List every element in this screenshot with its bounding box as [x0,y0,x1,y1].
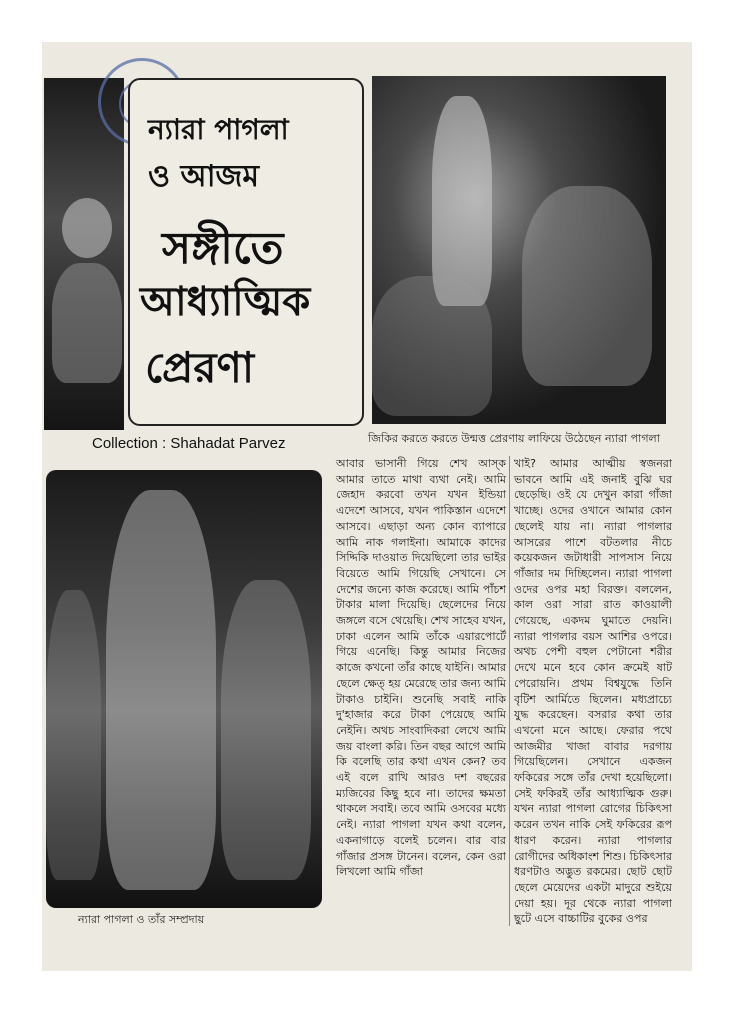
headline-line-5: প্রেরণা [145,343,255,392]
article-column-2 [514,456,672,927]
dancing-crowd-photo [372,76,666,424]
collection-credit: Collection : Shahadat Parvez [92,435,286,452]
headline-line-3: সঙ্গীতে [162,223,284,274]
article-text-2: খাই? আমার আত্মীয় স্বজনরা ভাবনে আমি এই জনাই বুঝি ঘর ছেড়েছি। ওই যে দেখুন কারা গাঁজা খাচ্ছে। ওদের ওখানে আমার কোন ছেলেই যায় না। ন্যারা পাগলার আসরের পাশে বটতলার নীচে কয়েকজন জটাধারী সাপসাস নিয়ে গাঁজার দম দিচ্ছিলেন। ন্যারা পাগলা ওদের ওপর মহা বিরক্ত। বললেন, কাল ওরা সারা রাত কাওয়ালী গেয়েছে, একদম ঘুমাতে দেয়নি। ন্যারা পাগলার বয়স আশির ওপরে। অথচ পেশী বহুল পেটানো শরীর দেখে মনে হবে কোন ক্রমেই ষাট পেরোয়নি। প্রথম বিশ্বযুদ্ধে তিনি বৃটিশ আর্মিতে ছিলেন। মধ্যপ্রাচ্যে যুদ্ধ করেছেন। বসরার কথা তার এখনো মনে আছে। ফেরার পথে আজমীর খাজা বাবার দরগায় গিয়েছিলেন। সেখানে একজন ফকিরের সঙ্গে তাঁর দেখা হয়েছিলো। সেই ফকিরই তাঁর আধ্যাত্মিক গুরু। যখন ন্যারা পাগলা রোগের চিকিৎসা করেন তখন নাকি সেই ফকিরের রূপ ধারণ করেন। ন্যারা পাগলার রোগীদের অধিকাংশ শিশু। চিকিৎসার ধরণটাও অদ্ভুত রকমের। ছোট ছোট ছেলে মেয়েদের একটা মাদুরে শুইয়ে দেয়া হয়। দূর থেকে ন্যারা পাগলা ছুটে এসে বাচ্চাটির বুকের ওপর [514,457,672,926]
headline-line-4: আধ্যাত্মিক [140,278,311,325]
procession-photo [46,470,322,908]
headline-line-2: ও আজম [148,159,260,194]
top-photo-caption: জিকির করতে করতে উন্মত্ত প্রেরণায় লাফিয়ে উঠেছেন ন্যারা পাগলা [368,432,660,445]
main-photo-caption: ন্যারা পাগলা ও তাঁর সম্প্রদায় [78,913,205,926]
article-text-1: আবার ভাসানী গিয়ে শেখ আস্‌ক আমার তাতে মাথা ব্যথা নেই। আমি জেহাদ করবো তখন যখন ইন্ডিয়া এদেশে আসবে, যখন পাকিস্তান এদেশে আসবে। এছাড়া অন্য কোন ব্যাপারে আমি নাক গলাইনা। আমাকে কাদের সিদ্দিকি দাওয়াত দিয়েছিলো তার ভাইর বিয়েতে আমি গিয়েছি সেখানে। সে দেশের জন্যে কাজ করেছে। আমি পাঁচশ টাকার মালা দিয়েছি। ছেলেদের নিয়ে জঙ্গলে বসে থেয়েছি। শেখ সাহেব যখন, ঢাকা এলেন আমি তাঁকে এয়ারপোর্টে গিয়ে এনেছি। কিন্তু আমার নিজের কাজে কখনো তাঁর কাছে যাইনি। আমার ছেলে ক্ষেত্‌ হয় মেরেছে তার জন্য আমি টাকাও চাইনি। শুনেছি সবাই নাকি দু'হাজার করে টাকা পেয়েছে আমি নেইনি। অথচ সাংবাদিকরা লেখে আমি জয় বাংলা করি। তিন বছর আগে আমি কি বলেছি তার কথা এখন কেন? তব এই বলে রাখি আরও দশ বছরের ম্যজিবের কিছু হবে না। তাদের ক্ষমতা থাকলে সবাই। তবে আমি ওসবের মধ্যে নেই। ন্যারা পাগলা যখন কথা বলেন, একনাগাড়ে বলেই চলেন। বার বার গাঁজার প্রসঙ্গ টানেন। বলেন, কেন ওরা লিখলো আমি গাঁজা [336,457,506,879]
headline-line-1: ন্যারা পাগলা [148,113,289,146]
column-divider [509,456,510,926]
article-column-1 [336,456,506,880]
